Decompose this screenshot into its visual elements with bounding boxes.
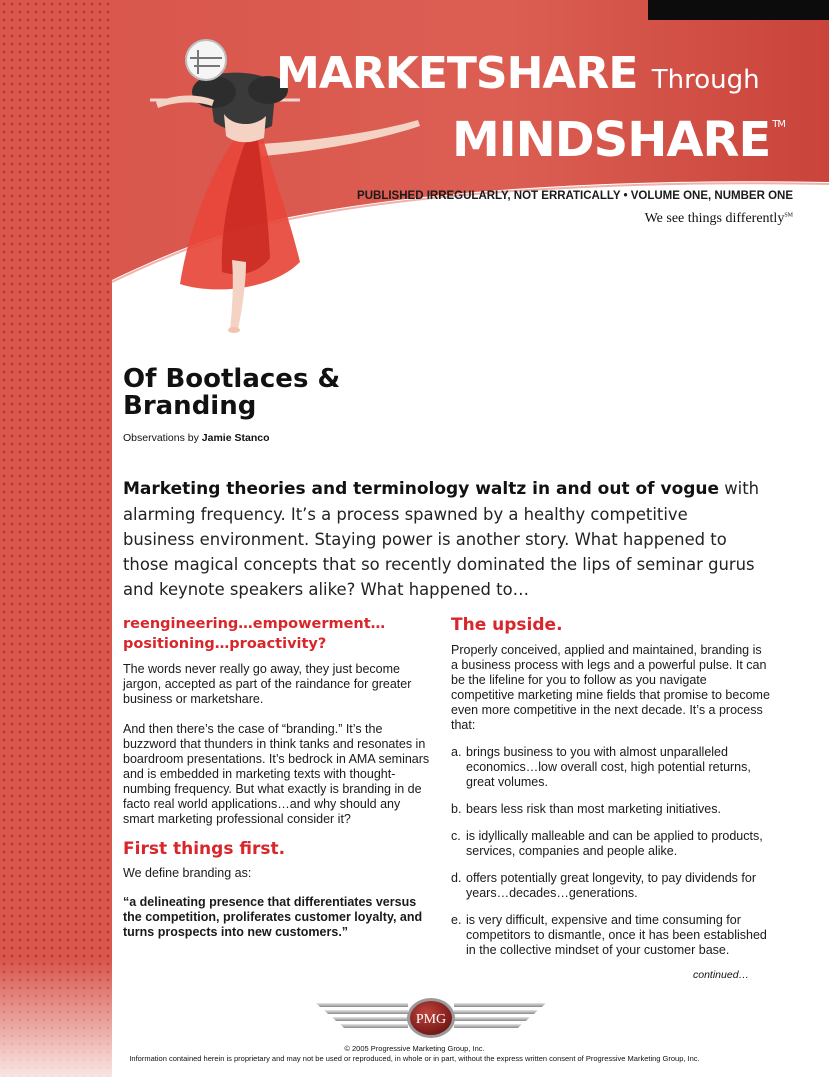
article-title-line2: Branding <box>123 391 257 421</box>
footer-copyright: © 2005 Progressive Marketing Group, Inc. <box>344 1044 485 1053</box>
publication-line: PUBLISHED IRREGULARLY, NOT ERRATICALLY • VOLUME ONE, NUMBER ONE <box>357 190 793 202</box>
left-column <box>123 614 433 940</box>
byline-prefix: Observations by <box>123 432 199 444</box>
subhead-buzzwords-line2: positioning…proactivity? <box>123 636 327 652</box>
paragraph-definition-intro: We define branding as: <box>123 866 252 880</box>
masthead-title-bottom <box>452 112 786 168</box>
subhead-first-things: First things first. <box>123 839 286 859</box>
paragraph-jargon: The words never really go away, they just become jargon, accepted as part of the raindance for greater business or marketshare. <box>123 662 412 706</box>
list-item-text: is idyllically malleable and can be applied to products, services, companies and people alike. <box>466 829 763 858</box>
masthead-word-mindshare: MINDSHARE <box>452 112 771 168</box>
service-mark: SM <box>784 212 793 219</box>
tagline <box>645 211 793 227</box>
list-item-letter: d. <box>451 871 462 885</box>
lead-paragraph <box>123 476 763 602</box>
masthead-word-through: Through <box>651 65 760 95</box>
list-item <box>451 913 771 958</box>
list-item-text: offers potentially great longevity, to pay dividends for years…decades…generations. <box>466 871 756 900</box>
right-column <box>451 614 771 958</box>
subhead-buzzwords-line1: reengineering…empowerment… <box>123 616 386 632</box>
paragraph-branding-buzzword: And then there’s the case of “branding.” It’s the buzzword that thunders in think tanks and resonates in boardroom presentations. It’s bedrock in AMA seminars and is embedded in marketing texts with thought-numbing frequency. But what exactly is branding in de facto real world applications…and why should any smart marketing professional consider it? <box>123 722 430 826</box>
list-item-text: is very difficult, expensive and time consuming for competitors to dismantle, once it has been established in the collective mindset of your customer base. <box>466 913 767 957</box>
list-item-letter: e. <box>451 913 462 927</box>
byline <box>123 432 270 444</box>
continued-note: continued… <box>693 969 750 981</box>
list-item-text: brings business to you with almost unparalleled economics…low overall cost, high potential returns, great volumes. <box>466 745 751 789</box>
subhead-buzzwords <box>123 614 433 654</box>
article-title <box>123 366 453 420</box>
lead-rest-text: with alarming frequency. It’s a process spawned by a healthy competitive business environment. Staying power is another story. What happened to those magical concepts that so recently dominated the lips of seminar gurus and keynote speakers alike? What happened to… <box>123 479 760 599</box>
benefits-list <box>451 745 771 958</box>
lead-bold-text: Marketing theories and terminology waltz in and out of vogue <box>123 479 720 499</box>
list-item-letter: a. <box>451 745 462 759</box>
list-item-letter: c. <box>451 829 461 843</box>
masthead-title-top <box>276 48 760 99</box>
list-item <box>451 745 771 790</box>
list-item <box>451 802 771 817</box>
subhead-upside: The upside. <box>451 615 563 635</box>
branding-definition-quote: “a delineating presence that differentiates versus the competition, proliferates customer loyalty, and turns prospects into new customers.” <box>123 895 423 939</box>
trademark-mark: TM <box>772 119 786 130</box>
tagline-text: We see things differently <box>644 211 785 226</box>
logo-text: PMG <box>415 1012 447 1027</box>
list-item-text: bears less risk than most marketing initiatives. <box>466 802 721 816</box>
list-item-letter: b. <box>451 802 462 816</box>
masthead-word-marketshare: MARKETSHARE <box>276 48 638 99</box>
pmg-logo <box>316 993 546 1045</box>
byline-author: Jamie Stanco <box>201 432 270 444</box>
footer-legal-notice: Information contained herein is proprietary and may not be used or reproduced, in whole or in part, without the express written consent of Progressive Marketing Group, Inc. <box>129 1054 700 1063</box>
list-item <box>451 871 771 901</box>
article-title-line1: Of Bootlaces & <box>123 364 341 394</box>
top-black-tab <box>648 0 829 20</box>
paragraph-upside-intro: Properly conceived, applied and maintained, branding is a business process with legs and a powerful pulse. It can be the lifeline for you to follow as you navigate competitive marketing mine fields that promise to become even more competitive in the next decade. It’s a process that: <box>451 643 770 732</box>
list-item <box>451 829 771 859</box>
